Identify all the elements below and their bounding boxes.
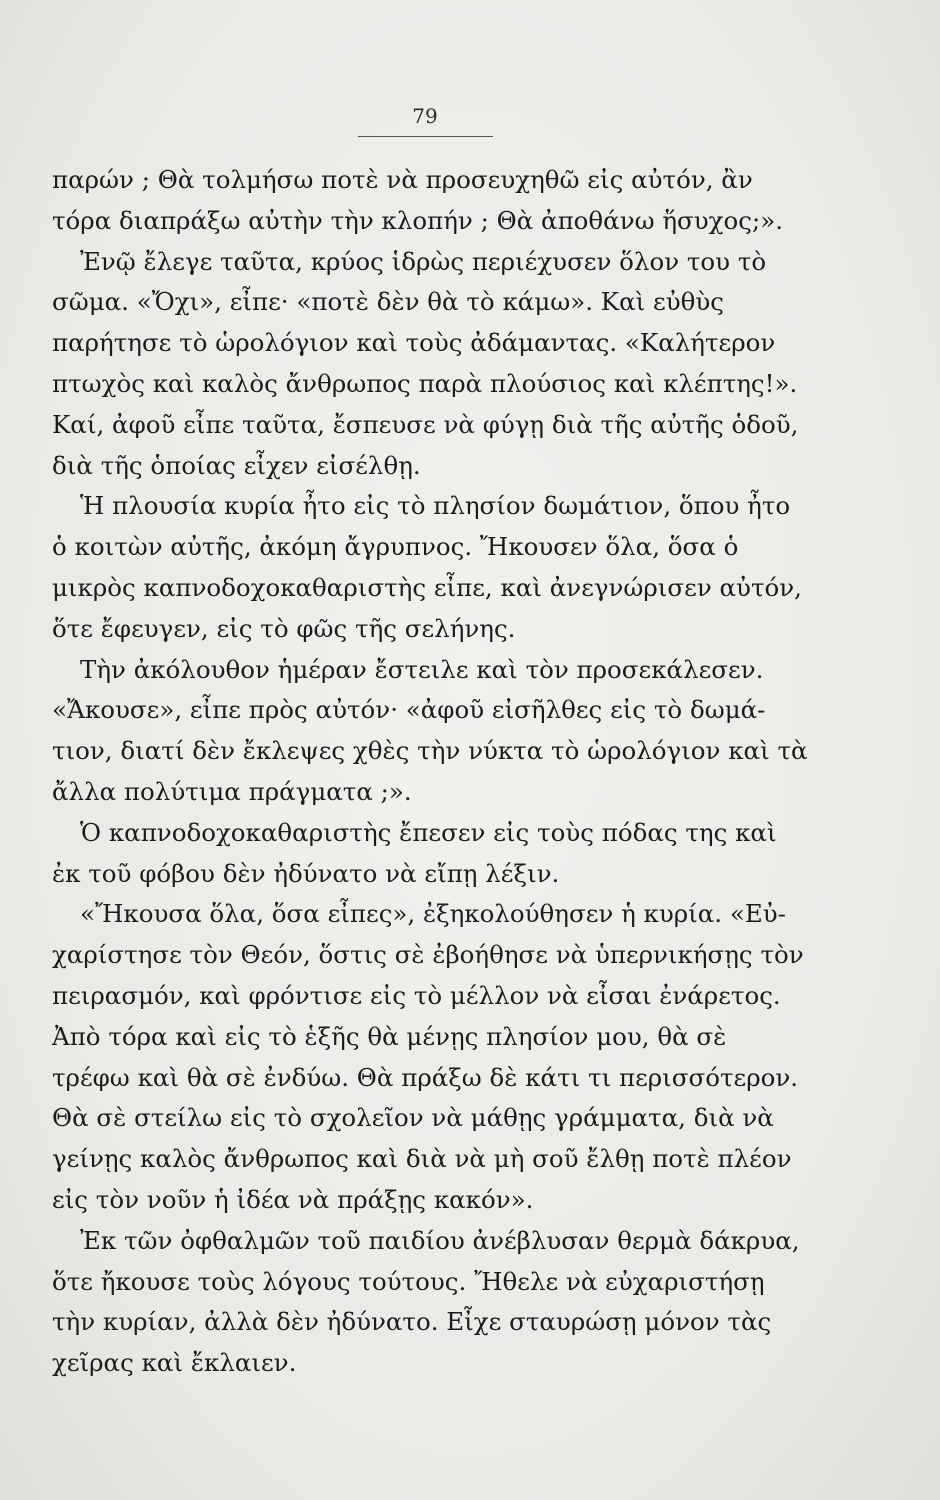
text-line: παρών ; Θὰ τολμήσω ποτὲ νὰ προσευχηθῶ εἰς αὐτόν, ἂν bbox=[52, 165, 753, 194]
page-number: 79 bbox=[412, 104, 438, 128]
text-line: παρήτησε τὸ ὡρολόγιον καὶ τοὺς ἀδάμαντας. «Καλήτερον bbox=[52, 328, 776, 358]
text-line: ἄλλα πολύτιμα πράγματα ;». bbox=[52, 776, 412, 806]
text-line: Ἐκ τῶν ὀφθαλμῶν τοῦ παιδίου ἀνέβλυσαν θερμὰ δάκρυα, bbox=[80, 1225, 800, 1255]
text-line: Θὰ σὲ στείλω εἰς τὸ σχολεῖον νὰ μάθῃς γράμματα, διὰ νὰ bbox=[52, 1103, 774, 1133]
text-line: τόρα διαπράξω αὐτὴν τὴν κλοπήν ; Θὰ ἀποθάνω ἥσυχος;». bbox=[52, 205, 784, 235]
text-line: εἰς τὸν νοῦν ἡ ἰδέα νὰ πράξῃς κακόν». bbox=[52, 1184, 534, 1214]
text-line: Ἡ πλουσία κυρία ἦτο εἰς τὸ πλησίον δωμάτιον, ὅπου ἦτο bbox=[80, 491, 791, 521]
text-line: χαρίστησε τὸν Θεόν, ὅστις σὲ ἐβοήθησε νὰ ὑπερνικήσῃς τὸν bbox=[52, 940, 804, 970]
text-line: ὁ κοιτὼν αὐτῆς, ἀκόμη ἄγρυπνος. Ἤκουσεν ὅλα, ὅσα ὁ bbox=[52, 532, 739, 562]
text-line: μικρὸς καπνοδοχοκαθαριστὴς εἶπε, καὶ ἀνεγνώρισεν αὐτόν, bbox=[52, 572, 802, 602]
text-line: «Ἤκουσα ὅλα, ὅσα εἶπες», ἐξηκολούθησεν ἡ κυρία. «Εὐ- bbox=[80, 899, 786, 929]
text-line: γείνῃς καλὸς ἄνθρωπος καὶ διὰ νὰ μὴ σοῦ ἔλθῃ ποτὲ πλέον bbox=[52, 1144, 792, 1174]
text-line: Ἀπὸ τόρα καὶ εἰς τὸ ἑξῆς θὰ μένῃς πλησίον μου, θὰ σὲ bbox=[52, 1021, 727, 1051]
text-line: τὴν κυρίαν, ἀλλὰ δὲν ἠδύνατο. Εἶχε σταυρώσῃ μόνον τὰς bbox=[52, 1307, 772, 1337]
text-line: πειρασμόν, καὶ φρόντισε εἰς τὸ μέλλον νὰ εἶσαι ἐνάρετος. bbox=[52, 980, 781, 1010]
text-line: ἐκ τοῦ φόβου δὲν ἠδύνατο νὰ εἴπῃ λέξιν. bbox=[52, 858, 560, 888]
text-line: Ὁ καπνοδοχοκαθαριστὴς ἔπεσεν εἰς τοὺς πόδας της καὶ bbox=[80, 817, 777, 847]
text-line: διὰ τῆς ὁποίας εἶχεν εἰσέλθῃ. bbox=[52, 450, 421, 480]
header-rule bbox=[358, 136, 493, 137]
text-line: Καί, ἀφοῦ εἶπε ταῦτα, ἔσπευσε νὰ φύγῃ διὰ τῆς αὐτῆς ὁδοῦ, bbox=[52, 409, 799, 439]
text-line: Τὴν ἀκόλουθον ἡμέραν ἔστειλε καὶ τὸν προσεκάλεσεν. bbox=[80, 654, 764, 684]
text-line: «Ἄκουσε», εἶπε πρὸς αὐτόν· «ἀφοῦ εἰσῆλθες εἰς τὸ δωμά- bbox=[52, 695, 766, 725]
text-line: ὅτε ἤκουσε τοὺς λόγους τούτους. Ἤθελε νὰ εὐχαριστήσῃ bbox=[52, 1266, 765, 1296]
text-line: σῶμα. «Ὄχι», εἶπε· «ποτὲ δὲν θὰ τὸ κάμω». Καὶ εὐθὺς bbox=[52, 287, 724, 317]
text-line: πτωχὸς καὶ καλὸς ἄνθρωπος παρὰ πλούσιος καὶ κλέπτης!». bbox=[52, 368, 798, 398]
text-line: Ἐνῷ ἔλεγε ταῦτα, κρύος ἱδρὼς περιέχυσεν ὅλον του τὸ bbox=[80, 246, 767, 276]
body-text bbox=[52, 160, 822, 1384]
text-line: τρέφω καὶ θὰ σὲ ἐνδύω. Θὰ πράξω δὲ κάτι τι περισσότερον. bbox=[52, 1062, 799, 1092]
text-line: ὅτε ἔφευγεν, εἰς τὸ φῶς τῆς σελήνης. bbox=[52, 613, 516, 643]
text-line: τιον, διατί δὲν ἔκλεψες χθὲς τὴν νύκτα τὸ ὡρολόγιον καὶ τὰ bbox=[52, 736, 808, 766]
text-line: χεῖρας καὶ ἔκλαιεν. bbox=[52, 1348, 297, 1378]
